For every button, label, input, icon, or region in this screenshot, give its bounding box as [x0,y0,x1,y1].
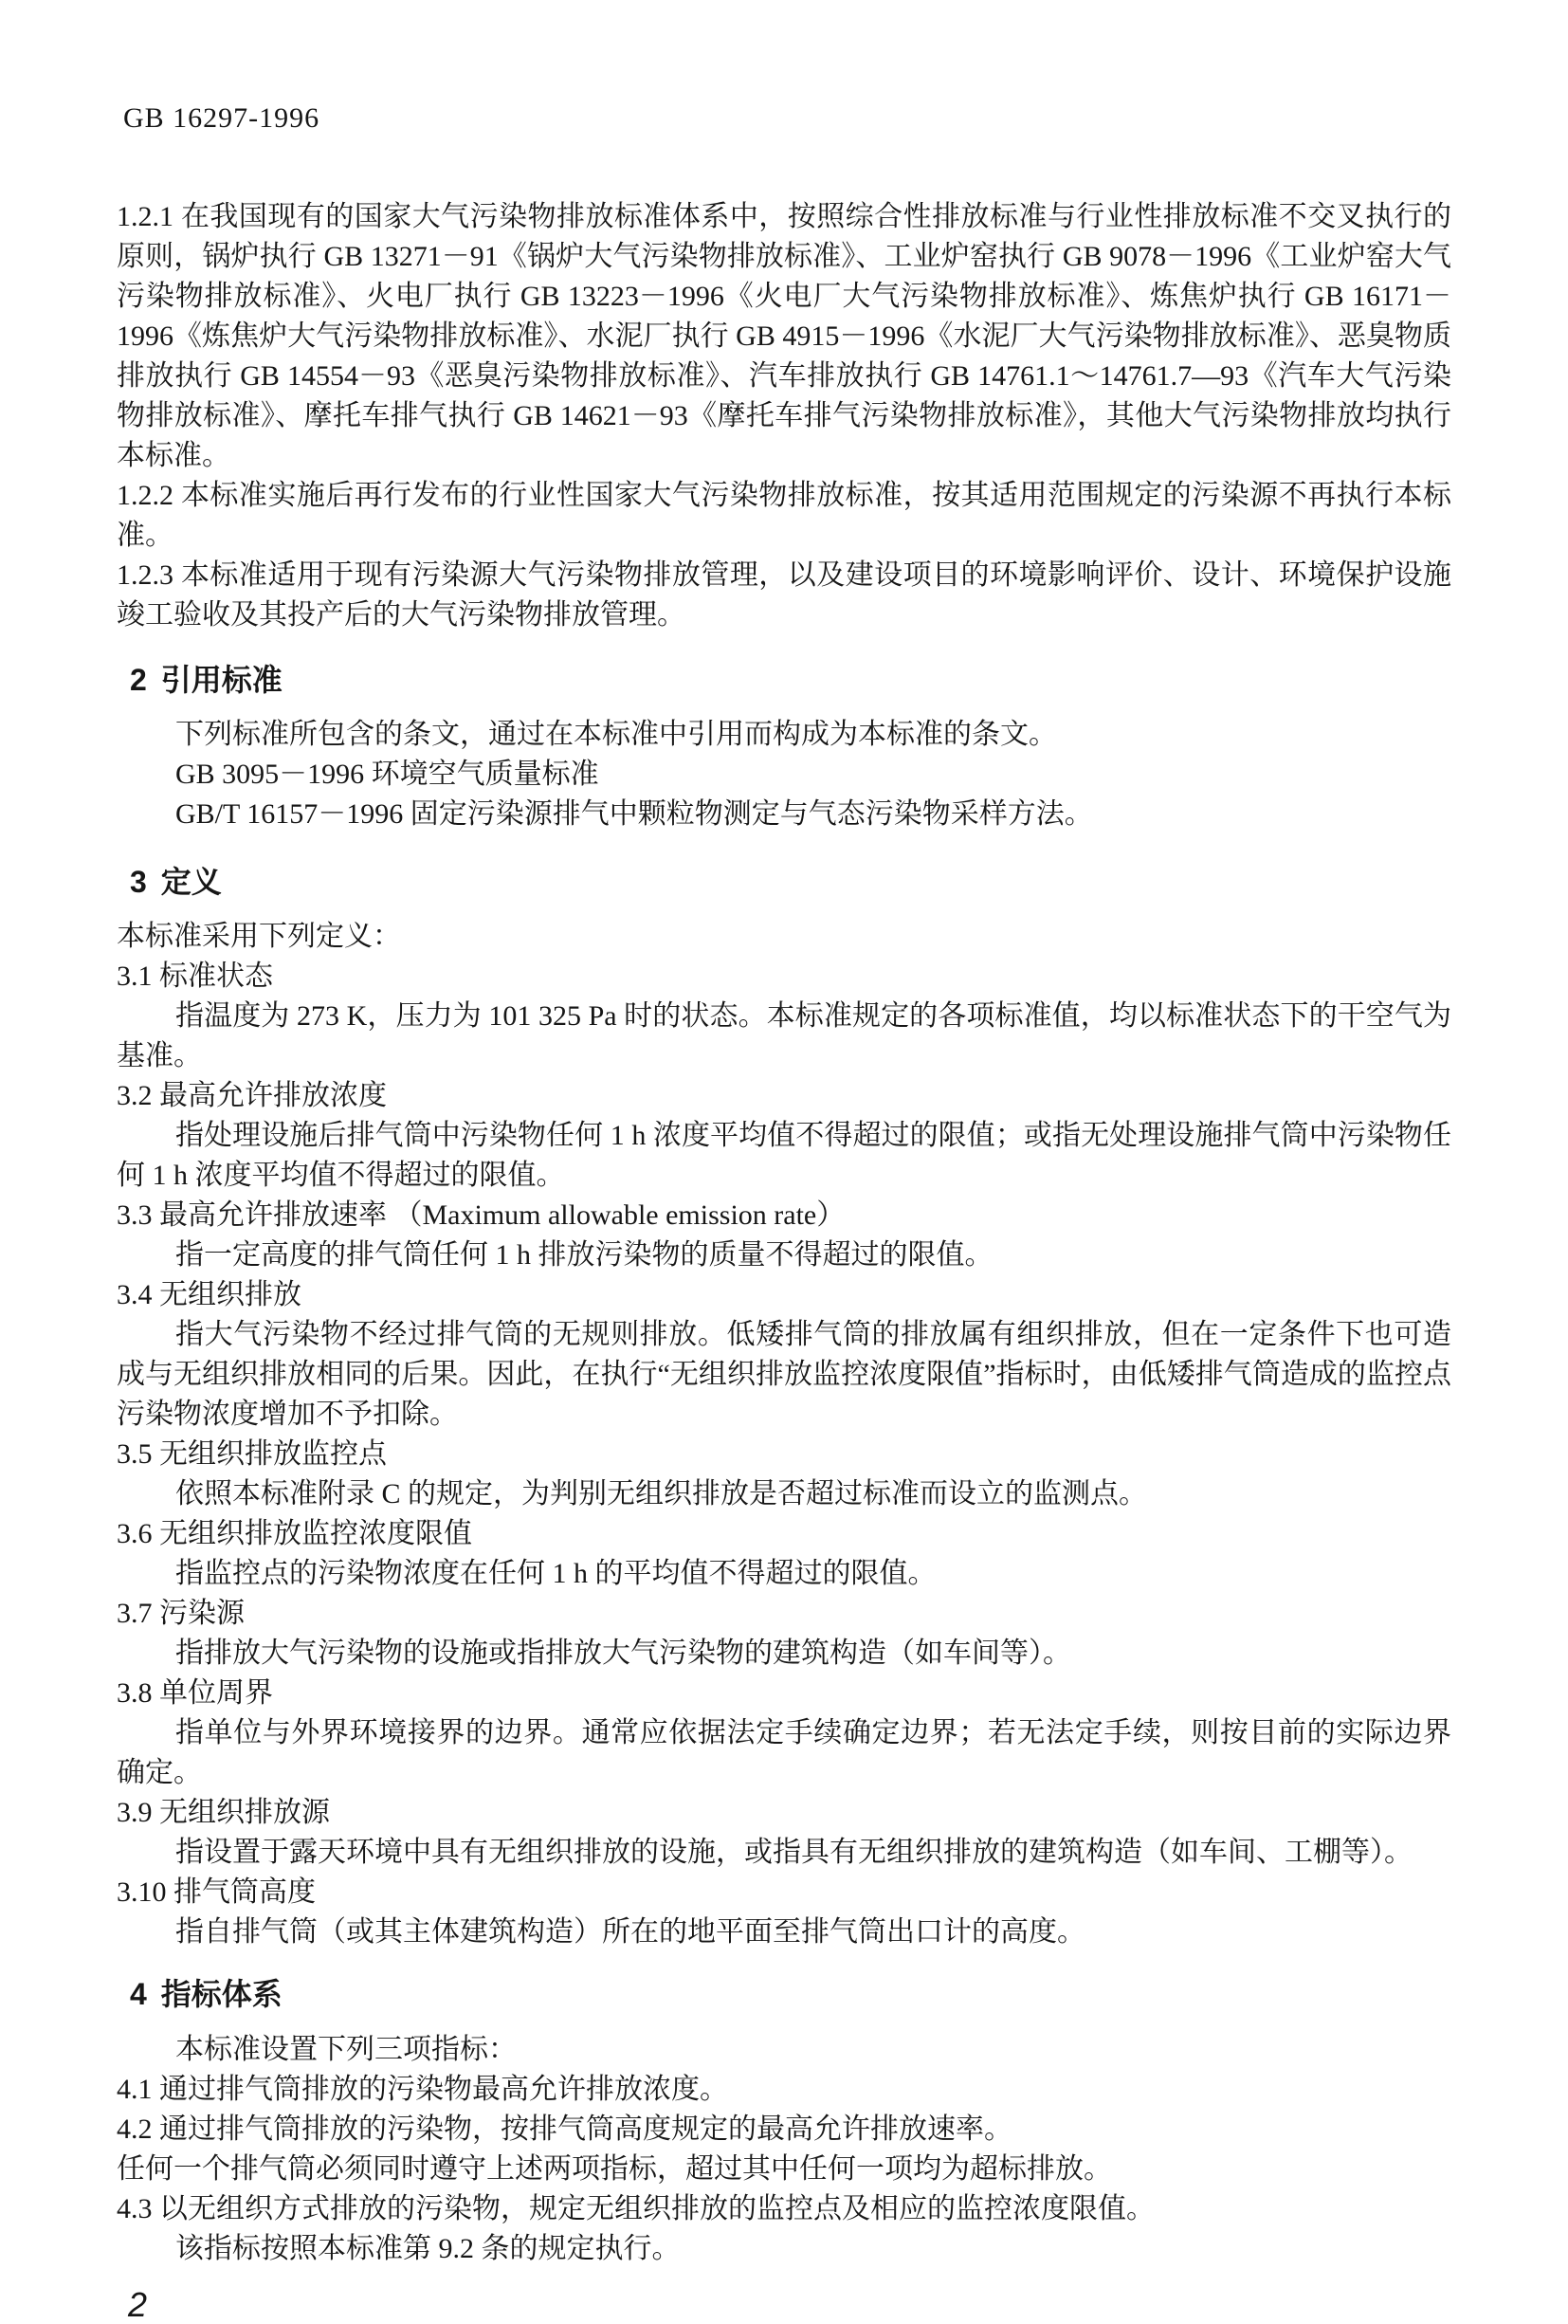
clause-3-8: 3.8 单位周界 [117,1677,273,1709]
clause-3-10: 3.10 排气筒高度 [117,1876,316,1908]
para-index-intro: 本标准设置下列三项指标： [175,2034,517,2065]
definition-3-7: 指排放大气污染物的设施或指排放大气污染物的建筑构造（如车间等）。 [175,1638,1071,1669]
clause-3-2: 3.2 最高允许排放浓度 [117,1080,387,1111]
clause-1-2-3: 1.2.3 本标准适用于现有污染源大气污染物排放管理，以及建设项目的环境影响评价、设计、环境保护设施竣工验收及其投产后的大气污染物排放管理。 [117,559,1451,631]
para-4-3-note: 该指标按照本标准第 9.2 条的规定执行。 [175,2233,681,2264]
section-heading-index-system: 4 指标体系 [130,1977,283,2011]
clause-1-2-2: 1.2.2 本标准实施后再行发布的行业性国家大气污染物排放标准，按其适用范围规定的污染源不再执行本标准。 [117,480,1451,551]
definition-3-8: 指单位与外界环境接界的边界。通常应依据法定手续确定边界；若无法定手续，则按目前的实际边界确定。 [117,1717,1451,1788]
clause-3-6: 3.6 无组织排放监控浓度限值 [117,1518,472,1549]
clause-3-4: 3.4 无组织排放 [117,1279,301,1310]
definition-3-3: 指一定高度的排气筒任何 1 h 排放污染物的质量不得超过的限值。 [175,1239,994,1271]
clause-3-9: 3.9 无组织排放源 [117,1797,330,1828]
clause-1-2-1: 1.2.1 在我国现有的国家大气污染物排放标准体系中，按照综合性排放标准与行业性排放标准不交叉执行的原则，锅炉执行 GB 13271－91《锅炉大气污染物排放标准》、工业炉窑执行 GB 9078－1996《工业炉窑大气污染物排放标准》、火电厂执行 GB 13223－1996《火电厂大气污染物排放标准》、炼焦炉执行 GB 16171－1996《炼焦炉大气污染物排放标准》、水泥厂执行 GB 4915－1996《水泥厂大气污染物排放标准》、恶臭物质排放执行 GB 14554－93《恶臭污染物排放标准》、汽车排放执行 GB 14761.1～14761.7—93《汽车大气污染物排放标准》、摩托车排气执行 GB 14621－93《摩托车排气污染物排放标准》，其他大气污染物排放均执行本标准。 [117,201,1451,471]
definition-3-6: 指监控点的污染物浓度在任何 1 h 的平均值不得超过的限值。 [175,1558,937,1589]
para-references-intro: 下列标准所包含的条文，通过在本标准中引用而构成为本标准的条文。 [175,719,1057,750]
clause-4-2: 4.2 通过排气筒排放的污染物，按排气筒高度规定的最高允许排放速率。 [117,2114,1012,2145]
ref-gbt-16157: GB/T 16157－1996 固定污染源排气中颗粒物测定与气态污染物采样方法。 [175,798,1093,830]
section-heading-references: 2 引用标准 [130,663,283,697]
clause-3-7: 3.7 污染源 [117,1598,245,1629]
clause-3-3: 3.3 最高允许排放速率 （Maximum allowable emission rate） [117,1199,846,1231]
clause-4-3: 4.3 以无组织方式排放的污染物，规定无组织排放的监控点及相应的监控浓度限值。 [117,2193,1155,2224]
definition-3-2: 指处理设施后排气筒中污染物任何 1 h 浓度平均值不得超过的限值；或指无处理设施排气筒中污染物任何 1 h 浓度平均值不得超过的限值。 [117,1120,1451,1191]
definition-3-1: 指温度为 273 K，压力为 101 325 Pa 时的状态。本标准规定的各项标准值，均以标准状态下的干空气为基准。 [117,1000,1451,1071]
page-number: 2 [128,2285,148,2324]
ref-gb-3095: GB 3095－1996 环境空气质量标准 [175,759,599,790]
doc-code: GB 16297-1996 [123,102,320,134]
definition-3-5: 依照本标准附录 C 的规定，为判别无组织排放是否超过标准而设立的监测点。 [175,1478,1148,1510]
definition-3-10: 指自排气筒（或其主体建筑构造）所在的地平面至排气筒出口计的高度。 [175,1916,1085,1948]
clause-3-1: 3.1 标准状态 [117,961,273,992]
section-heading-definitions: 3 定义 [130,865,222,899]
page-content [117,0,1451,2324]
clause-3-5: 3.5 无组织排放监控点 [117,1438,387,1470]
definition-3-9: 指设置于露天环境中具有无组织排放的设施，或指具有无组织排放的建筑构造（如车间、工棚等）。 [175,1837,1413,1868]
para-definitions-intro: 本标准采用下列定义： [117,921,401,952]
clause-4-1: 4.1 通过排气筒排放的污染物最高允许排放浓度。 [117,2074,728,2105]
para-both-indexes: 任何一个排气筒必须同时遵守上述两项指标，超过其中任何一项均为超标排放。 [117,2153,1112,2185]
definition-3-4: 指大气污染物不经过排气筒的无规则排放。低矮排气筒的排放属有组织排放，但在一定条件下也可造成与无组织排放相同的后果。因此，在执行“无组织排放监控浓度限值”指标时，由低矮排气筒造成的监控点污染物浓度增加不予扣除。 [117,1319,1451,1430]
